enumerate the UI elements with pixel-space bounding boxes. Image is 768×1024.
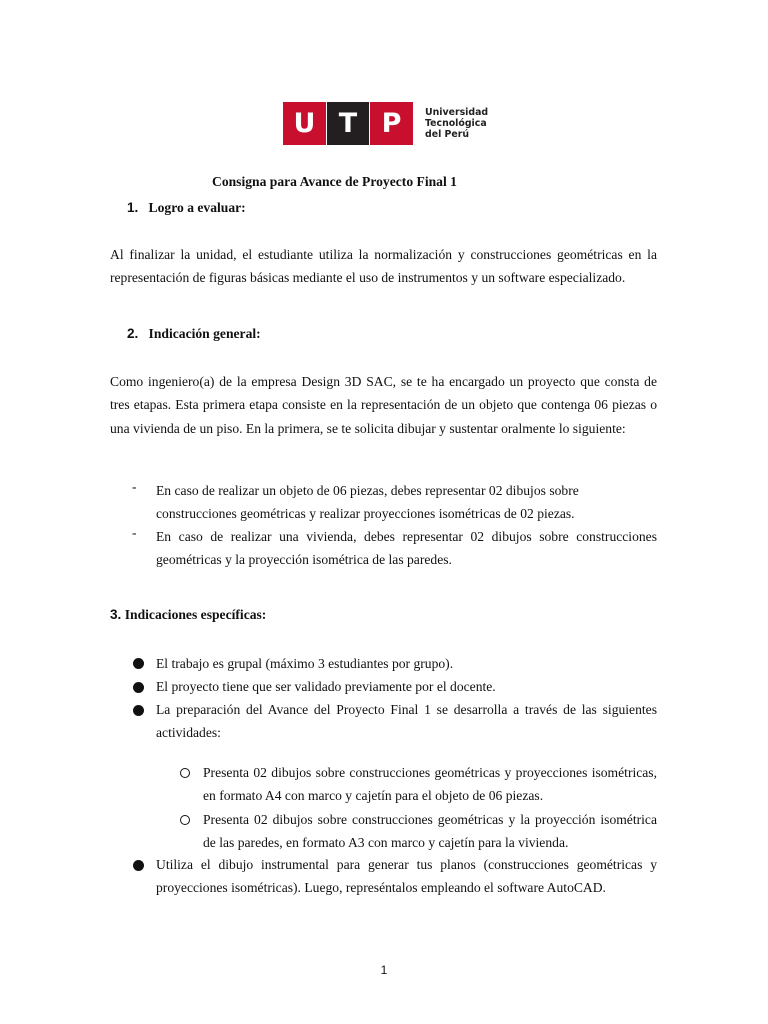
section-1-text: Al finalizar la unidad, el estudiante utiliza la normalización y construcciones geométricas en la representación de figuras básicas mediante el uso de instrumentos y un software especializado. xyxy=(110,247,657,286)
dash-marker: - xyxy=(132,525,137,540)
dash-marker: - xyxy=(132,479,137,494)
section-3-subitem-1: Presenta 02 dibujos sobre construcciones geométricas y proyecciones isométricas, en formato A4 con marco y cajetín para el objeto de 06 piezas. xyxy=(203,765,657,804)
logo-letter-t: T xyxy=(327,102,369,145)
logo-line-1: Universidad xyxy=(425,107,489,118)
bullet-marker xyxy=(133,705,144,716)
logo-line-2: Tecnológica xyxy=(425,118,487,129)
section-3-heading xyxy=(110,607,266,623)
circle-marker xyxy=(180,768,190,778)
section-2-title: Indicación general: xyxy=(148,326,261,341)
section-3-bullet-1: El trabajo es grupal (máximo 3 estudiantes por grupo). xyxy=(156,656,454,671)
bullet-marker xyxy=(133,860,144,871)
bullet-marker xyxy=(133,658,144,669)
logo-letter-u: U xyxy=(283,102,326,145)
section-3-bullet-2: El proyecto tiene que ser validado previamente por el docente. xyxy=(156,679,496,694)
logo-letter-p: P xyxy=(370,102,413,145)
section-3-bullet-4: Utiliza el dibujo instrumental para generar tus planos (construcciones geométricas y proyecciones isométricas). Luego, represéntalos empleando el software AutoCAD. xyxy=(156,857,657,896)
section-2-text: Como ingeniero(a) de la empresa Design 3D SAC, se te ha encargado un proyecto que consta de tres etapas. Esta primera etapa consiste en la representación de un objeto que contenga 06 piezas o una vivienda de un piso. En la primera, se te solicita dibujar y sustentar oralmente lo siguiente: xyxy=(110,374,657,436)
section-3-title: Indicaciones específicas: xyxy=(124,607,267,622)
section-2-item-2: En caso de realizar una vivienda, debes representar 02 dibujos sobre construcciones geométricas y la proyección isométrica de las paredes. xyxy=(156,529,657,568)
section-3-subitem-2: Presenta 02 dibujos sobre construcciones geométricas y la proyección isométrica de las paredes, en formato A3 con marco y cajetín para la vivienda. xyxy=(203,812,657,851)
bullet-marker xyxy=(133,682,144,693)
section-2-number: 2. xyxy=(127,326,139,341)
section-1-number: 1. xyxy=(127,200,139,215)
document-title: Consigna para Avance de Proyecto Final 1 xyxy=(212,174,457,189)
section-1-heading xyxy=(127,200,246,216)
logo-line-3: del Perú xyxy=(425,129,470,140)
section-1-title: Logro a evaluar: xyxy=(148,200,246,215)
section-2-heading xyxy=(127,326,261,342)
utp-logo xyxy=(283,102,488,147)
logo-wordmark xyxy=(425,107,488,140)
circle-marker xyxy=(180,815,190,825)
section-2-item-1: En caso de realizar un objeto de 06 piezas, debes representar 02 dibujos sobre construcciones geométricas y realizar proyecciones isométricas de 02 piezas. xyxy=(156,483,579,522)
section-3-bullet-3: La preparación del Avance del Proyecto Final 1 se desarrolla a través de las siguientes actividades: xyxy=(156,702,657,741)
page-number: 1 xyxy=(380,963,388,977)
section-3-number: 3. xyxy=(110,607,122,622)
